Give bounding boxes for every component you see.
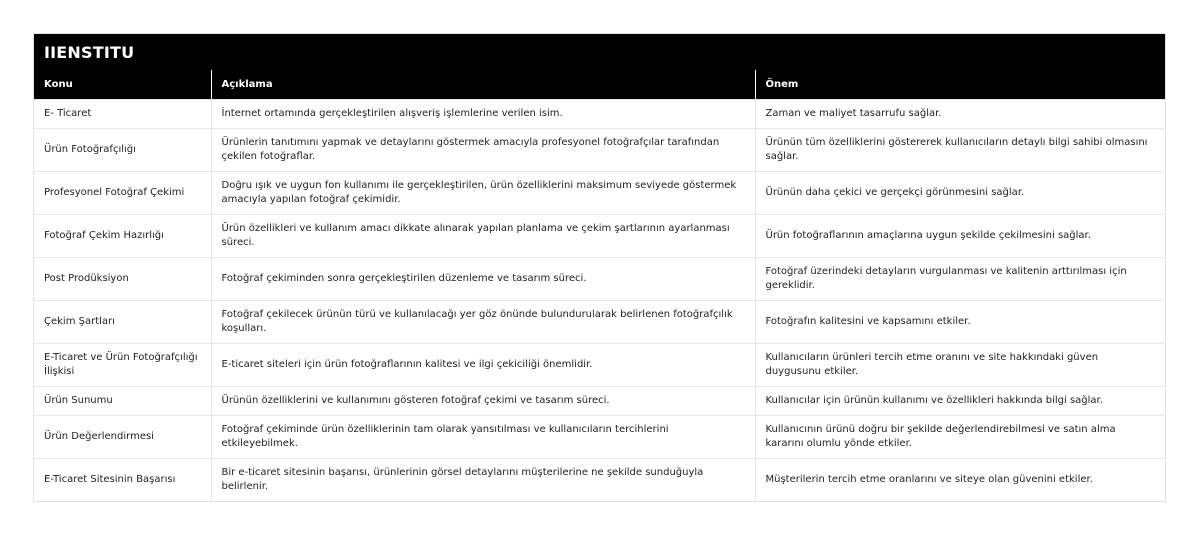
cell-importance: Ürünün tüm özelliklerini göstererek kullanıcıların detaylı bilgi sahibi olmasını sağlar.	[755, 128, 1165, 171]
cell-topic: Profesyonel Fotoğraf Çekimi	[34, 171, 211, 214]
cell-importance: Zaman ve maliyet tasarrufu sağlar.	[755, 99, 1165, 128]
brand-header	[34, 34, 1165, 70]
table-row	[34, 343, 1165, 386]
cell-topic: E- Ticaret	[34, 99, 211, 128]
cell-importance: Kullanıcılar için ürünün kullanımı ve özellikleri hakkında bilgi sağlar.	[755, 386, 1165, 415]
cell-topic: Ürün Sunumu	[34, 386, 211, 415]
table-row	[34, 171, 1165, 214]
info-table-card	[33, 33, 1166, 502]
cell-topic: Ürün Fotoğrafçılığı	[34, 128, 211, 171]
cell-description: E-ticaret siteleri için ürün fotoğraflarının kalitesi ve ilgi çekiciliği önemlidir.	[211, 343, 755, 386]
cell-description: Ürünün özelliklerini ve kullanımını gösteren fotoğraf çekimi ve tasarım süreci.	[211, 386, 755, 415]
table-row	[34, 257, 1165, 300]
cell-description: Fotoğraf çekiminden sonra gerçekleştirilen düzenleme ve tasarım süreci.	[211, 257, 755, 300]
cell-description: Bir e-ticaret sitesinin başarısı, ürünlerinin görsel detaylarını müşterilerine ne şekilde sunduğuyla belirlenir.	[211, 458, 755, 501]
column-header-aciklama: Açıklama	[211, 70, 755, 99]
cell-importance: Müşterilerin tercih etme oranlarını ve siteye olan güvenini etkiler.	[755, 458, 1165, 501]
cell-description: Fotoğraf çekiminde ürün özelliklerinin tam olarak yansıtılması ve kullanıcıların tercihlerini etkileyebilmek.	[211, 415, 755, 458]
cell-importance: Fotoğrafın kalitesini ve kapsamını etkiler.	[755, 300, 1165, 343]
cell-importance: Ürün fotoğraflarının amaçlarına uygun şekilde çekilmesini sağlar.	[755, 214, 1165, 257]
cell-topic: Çekim Şartları	[34, 300, 211, 343]
cell-importance: Kullanıcıların ürünleri tercih etme oranını ve site hakkındaki güven duygusunu etkiler.	[755, 343, 1165, 386]
cell-topic: Ürün Değerlendirmesi	[34, 415, 211, 458]
table-row	[34, 99, 1165, 128]
info-table	[34, 70, 1165, 501]
table-row	[34, 386, 1165, 415]
cell-description: Doğru ışık ve uygun fon kullanımı ile gerçekleştirilen, ürün özelliklerini maksimum seviyede göstermek amacıyla yapılan fotoğraf çekimidir.	[211, 171, 755, 214]
cell-topic: E-Ticaret Sitesinin Başarısı	[34, 458, 211, 501]
table-row	[34, 128, 1165, 171]
cell-description: Ürün özellikleri ve kullanım amacı dikkate alınarak yapılan planlama ve çekim şartlarının ayarlanması süreci.	[211, 214, 755, 257]
cell-topic: Fotoğraf Çekim Hazırlığı	[34, 214, 211, 257]
table-row	[34, 214, 1165, 257]
cell-importance: Kullanıcının ürünü doğru bir şekilde değerlendirebilmesi ve satın alma kararını olumlu yönde etkiler.	[755, 415, 1165, 458]
table-header-row	[34, 70, 1165, 99]
cell-importance: Fotoğraf üzerindeki detayların vurgulanması ve kalitenin arttırılması için gereklidir.	[755, 257, 1165, 300]
cell-importance: Ürünün daha çekici ve gerçekçi görünmesini sağlar.	[755, 171, 1165, 214]
table-row	[34, 300, 1165, 343]
table-row	[34, 458, 1165, 501]
table-row	[34, 415, 1165, 458]
column-header-konu: Konu	[34, 70, 211, 99]
cell-topic: Post Prodüksiyon	[34, 257, 211, 300]
cell-description: Fotoğraf çekilecek ürünün türü ve kullanılacağı yer göz önünde bulundurularak belirlenen fotoğrafçılık koşulları.	[211, 300, 755, 343]
cell-description: Ürünlerin tanıtımını yapmak ve detaylarını göstermek amacıyla profesyonel fotoğrafçılar tarafından çekilen fotoğraflar.	[211, 128, 755, 171]
brand-logo-text: IIENSTITU	[44, 42, 135, 62]
cell-description: İnternet ortamında gerçekleştirilen alışveriş işlemlerine verilen isim.	[211, 99, 755, 128]
cell-topic: E-Ticaret ve Ürün Fotoğrafçılığı İlişkisi	[34, 343, 211, 386]
column-header-onem: Önem	[755, 70, 1165, 99]
